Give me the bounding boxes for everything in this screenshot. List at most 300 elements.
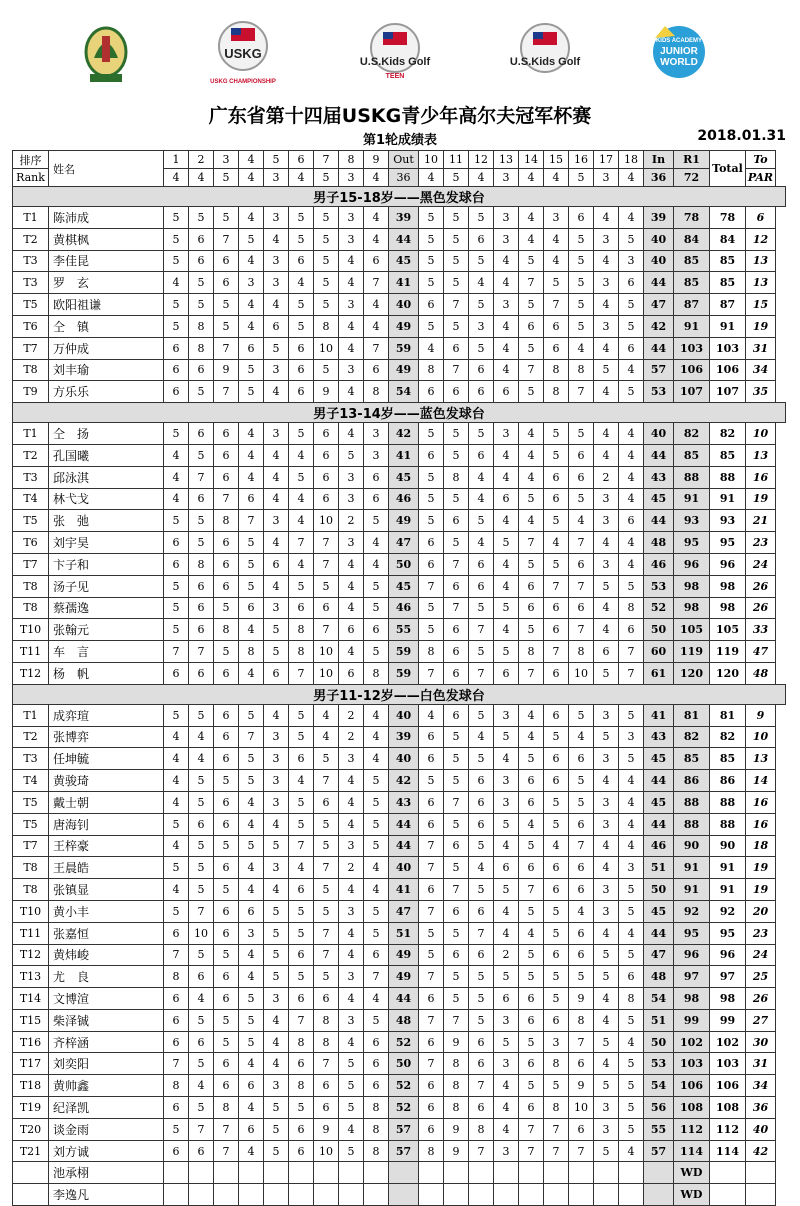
hole-score: 3 (264, 791, 289, 813)
hole-score: 6 (544, 1009, 569, 1031)
hole-score: 6 (264, 662, 289, 684)
hole-score: 6 (289, 250, 314, 272)
hole-score (164, 1184, 189, 1206)
in-score: 55 (644, 1118, 674, 1140)
hole-score: 5 (419, 315, 444, 337)
hole-score: 4 (519, 423, 544, 445)
player-row (13, 553, 786, 575)
hole-score: 6 (444, 835, 469, 857)
hole-score: 4 (189, 726, 214, 748)
player-name: 张嘉恒 (49, 922, 164, 944)
out-score: 46 (389, 597, 419, 619)
hole-score (494, 1162, 519, 1184)
to-par-score: 34 (746, 359, 776, 381)
hole-score: 3 (494, 704, 519, 726)
hole-score: 5 (339, 1075, 364, 1097)
hole-score: 6 (544, 315, 569, 337)
hole-score: 6 (494, 662, 519, 684)
hole-score: 9 (214, 359, 239, 381)
out-score: 46 (389, 488, 419, 510)
hole-score: 4 (264, 488, 289, 510)
hole-score: 3 (619, 726, 644, 748)
out-score: 44 (389, 835, 419, 857)
par-value: 5 (444, 169, 469, 187)
hole-score: 6 (419, 532, 444, 554)
to-par-score: 23 (746, 922, 776, 944)
hole-score: 7 (519, 532, 544, 554)
hole-score: 4 (594, 619, 619, 641)
hole-score: 5 (494, 879, 519, 901)
hole-score: 8 (314, 315, 339, 337)
player-rank: T21 (13, 1140, 49, 1162)
hole-score: 5 (444, 423, 469, 445)
round1-score: 88 (674, 813, 710, 835)
total-score: 93 (710, 510, 746, 532)
hole-score: 4 (339, 944, 364, 966)
hole-score: 4 (289, 553, 314, 575)
hole-score: 5 (214, 944, 239, 966)
hole-score: 5 (264, 835, 289, 857)
hole-score: 7 (214, 488, 239, 510)
hole-score: 6 (364, 1075, 389, 1097)
total-score: 98 (710, 575, 746, 597)
hole-score (364, 1184, 389, 1206)
total-score: 78 (710, 207, 746, 229)
hole-score: 6 (419, 1118, 444, 1140)
hole-score: 6 (214, 466, 239, 488)
hole-score: 5 (494, 641, 519, 663)
total-score: 88 (710, 791, 746, 813)
in-score: 51 (644, 1009, 674, 1031)
total-score: 103 (710, 1053, 746, 1075)
hole-score: 4 (239, 1053, 264, 1075)
hole-score: 5 (469, 510, 494, 532)
hole-score: 6 (214, 966, 239, 988)
hole-score: 6 (444, 619, 469, 641)
hole-score: 6 (164, 922, 189, 944)
player-rank: T5 (13, 791, 49, 813)
total-score: 82 (710, 423, 746, 445)
hole-score: 5 (264, 619, 289, 641)
player-name: 孔国曦 (49, 444, 164, 466)
hole-score: 9 (444, 1140, 469, 1162)
hole-score: 6 (189, 228, 214, 250)
hole-score: 4 (364, 726, 389, 748)
player-rank: T12 (13, 662, 49, 684)
player-row (13, 813, 786, 835)
hole-score: 3 (494, 207, 519, 229)
round1-score: 82 (674, 423, 710, 445)
hole-score: 7 (444, 1009, 469, 1031)
player-rank: T6 (13, 315, 49, 337)
hole-score: 5 (519, 1031, 544, 1053)
hole-score: 5 (364, 510, 389, 532)
round1-score: 88 (674, 791, 710, 813)
hole-score: 6 (214, 532, 239, 554)
hole-score: 5 (594, 966, 619, 988)
hole-score: 5 (364, 597, 389, 619)
report-date: 2018.01.31 (697, 128, 786, 144)
hole-score: 4 (364, 748, 389, 770)
hole-score: 5 (189, 444, 214, 466)
hole-score: 6 (364, 488, 389, 510)
out-score: 55 (389, 619, 419, 641)
player-row (13, 272, 786, 294)
hole-score: 6 (314, 597, 339, 619)
hole-score: 4 (469, 857, 494, 879)
hole-score (164, 1162, 189, 1184)
player-row (13, 1162, 786, 1184)
round1-score: 78 (674, 207, 710, 229)
in-score: 48 (644, 966, 674, 988)
hole-score: 6 (569, 207, 594, 229)
hole-score: 5 (544, 791, 569, 813)
in-score: 44 (644, 770, 674, 792)
hole-score: 5 (289, 966, 314, 988)
total-score: 108 (710, 1097, 746, 1119)
in-score: 50 (644, 1031, 674, 1053)
player-row (13, 641, 786, 663)
hole-score: 5 (164, 813, 189, 835)
player-rank: T10 (13, 900, 49, 922)
to-par-score (746, 1162, 776, 1184)
round1-score: 90 (674, 835, 710, 857)
hole-score: 5 (364, 575, 389, 597)
hole-score: 5 (239, 575, 264, 597)
hole-score: 5 (264, 1097, 289, 1119)
in-score (644, 1184, 674, 1206)
hole-score (264, 1162, 289, 1184)
hole-score: 6 (544, 879, 569, 901)
hole-score: 6 (519, 1009, 544, 1031)
hole-score: 5 (444, 250, 469, 272)
section-header-row (13, 684, 786, 704)
player-name: 罗 玄 (49, 272, 164, 294)
hole-header: 3 (214, 151, 239, 169)
round1-score: 93 (674, 510, 710, 532)
hole-score: 3 (594, 228, 619, 250)
player-rank: T3 (13, 466, 49, 488)
to-par-score: 40 (746, 1118, 776, 1140)
hole-score: 5 (544, 553, 569, 575)
hole-score: 4 (494, 315, 519, 337)
hole-score: 6 (469, 1031, 494, 1053)
to-par-score: 30 (746, 1031, 776, 1053)
out-score: 42 (389, 770, 419, 792)
par-value: 36 (389, 169, 419, 187)
hole-score: 3 (339, 532, 364, 554)
hole-score: 4 (569, 337, 594, 359)
hole-score: 6 (569, 813, 594, 835)
in-score: 39 (644, 207, 674, 229)
hole-score: 7 (214, 337, 239, 359)
hole-score: 7 (619, 641, 644, 663)
par-value: 4 (544, 169, 569, 187)
hole-score: 4 (264, 813, 289, 835)
hole-score: 7 (189, 1118, 214, 1140)
hole-score: 5 (569, 704, 594, 726)
hole-score: 4 (594, 532, 619, 554)
hole-score: 8 (419, 1140, 444, 1162)
hole-score: 8 (544, 381, 569, 403)
hole-score: 6 (239, 488, 264, 510)
hole-score: 5 (339, 444, 364, 466)
in-score: 50 (644, 619, 674, 641)
hole-score: 6 (469, 813, 494, 835)
hole-score: 4 (239, 966, 264, 988)
hole-score: 3 (339, 966, 364, 988)
hole-score: 5 (519, 381, 544, 403)
player-row (13, 1075, 786, 1097)
to-par-score: 20 (746, 900, 776, 922)
hole-header: 17 (594, 151, 619, 169)
round1-score: 108 (674, 1097, 710, 1119)
out-score: 41 (389, 272, 419, 294)
hole-score: 6 (164, 532, 189, 554)
total-score: 105 (710, 619, 746, 641)
hole-score: 6 (214, 726, 239, 748)
hole-score: 4 (164, 770, 189, 792)
hole-score: 5 (519, 966, 544, 988)
hole-score: 5 (164, 575, 189, 597)
hole-score (469, 1162, 494, 1184)
hole-score: 6 (289, 748, 314, 770)
hole-score: 6 (214, 922, 239, 944)
hole-score: 3 (594, 553, 619, 575)
hole-score: 4 (619, 553, 644, 575)
par-value: 5 (569, 169, 594, 187)
round1-score: 99 (674, 1009, 710, 1031)
round1-score: 91 (674, 488, 710, 510)
hole-score: 5 (239, 1031, 264, 1053)
to-par-score: 27 (746, 1009, 776, 1031)
hole-score: 4 (264, 1031, 289, 1053)
hole-score: 3 (494, 791, 519, 813)
hole-score: 6 (189, 813, 214, 835)
hole-score: 5 (444, 228, 469, 250)
player-name: 黄炜峻 (49, 944, 164, 966)
hole-score: 6 (444, 510, 469, 532)
hole-score: 6 (189, 1140, 214, 1162)
hole-score: 5 (444, 770, 469, 792)
hole-score: 5 (314, 272, 339, 294)
hole-score: 3 (594, 704, 619, 726)
hole-score: 7 (569, 532, 594, 554)
player-rank: T8 (13, 597, 49, 619)
to-par-score: 19 (746, 315, 776, 337)
in-score: 40 (644, 423, 674, 445)
in-score: 54 (644, 988, 674, 1010)
hole-score: 6 (519, 315, 544, 337)
hole-score: 4 (619, 466, 644, 488)
total-score: 92 (710, 900, 746, 922)
in-score: 45 (644, 748, 674, 770)
hole-score: 5 (364, 813, 389, 835)
hole-score: 3 (339, 359, 364, 381)
to-par-score: 19 (746, 857, 776, 879)
to-par-score: 21 (746, 510, 776, 532)
hole-score: 8 (214, 1097, 239, 1119)
hole-score: 6 (444, 900, 469, 922)
hole-score: 3 (594, 791, 619, 813)
in-score: 45 (644, 900, 674, 922)
out-score: 50 (389, 553, 419, 575)
hole-score: 5 (519, 553, 544, 575)
hole-score: 7 (444, 294, 469, 316)
player-rank: T2 (13, 228, 49, 250)
hole-score: 5 (519, 337, 544, 359)
hole-score: 5 (419, 250, 444, 272)
out-score: 49 (389, 944, 419, 966)
player-name: 池承栩 (49, 1162, 164, 1184)
hole-score: 7 (469, 1075, 494, 1097)
hole-score: 5 (469, 1009, 494, 1031)
to-par-score: 10 (746, 423, 776, 445)
hole-score: 6 (364, 944, 389, 966)
in-score: 60 (644, 641, 674, 663)
in-score: 47 (644, 944, 674, 966)
hole-score: 4 (594, 381, 619, 403)
hole-score: 5 (264, 944, 289, 966)
hole-score: 4 (339, 922, 364, 944)
hole-score: 5 (164, 294, 189, 316)
round1-score: WD (674, 1184, 710, 1206)
hole-score (594, 1184, 619, 1206)
hole-score: 6 (214, 857, 239, 879)
svg-text:USKG: USKG (224, 46, 262, 61)
hole-score: 5 (214, 294, 239, 316)
hole-score: 4 (494, 900, 519, 922)
round1-score: 119 (674, 641, 710, 663)
hole-score: 5 (164, 228, 189, 250)
in-score: 54 (644, 1075, 674, 1097)
player-row (13, 575, 786, 597)
hole-score: 6 (494, 381, 519, 403)
hole-score (569, 1184, 594, 1206)
hole-score: 3 (239, 272, 264, 294)
hole-score: 8 (314, 1031, 339, 1053)
player-rank: T2 (13, 444, 49, 466)
hole-score: 4 (419, 704, 444, 726)
hole-score: 6 (164, 553, 189, 575)
hole-score (519, 1184, 544, 1206)
out-score: 49 (389, 966, 419, 988)
hole-score: 5 (189, 857, 214, 879)
hole-score: 5 (264, 641, 289, 663)
in-score: 44 (644, 272, 674, 294)
hole-score: 5 (419, 770, 444, 792)
hole-score: 7 (314, 770, 339, 792)
hole-score: 6 (314, 1097, 339, 1119)
total-score: 85 (710, 272, 746, 294)
hole-score (339, 1162, 364, 1184)
player-row (13, 250, 786, 272)
hole-score: 5 (289, 1097, 314, 1119)
player-rank: T6 (13, 532, 49, 554)
hole-score: 8 (289, 1031, 314, 1053)
hole-score: 5 (569, 423, 594, 445)
par-value: 4 (189, 169, 214, 187)
hole-score: 3 (494, 1140, 519, 1162)
hole-score: 3 (594, 813, 619, 835)
hole-score: 6 (214, 988, 239, 1010)
player-rank (13, 1162, 49, 1184)
hole-score: 7 (419, 575, 444, 597)
hole-score: 4 (619, 770, 644, 792)
hole-score: 5 (264, 1140, 289, 1162)
hole-score: 6 (569, 597, 594, 619)
hole-score: 3 (364, 423, 389, 445)
hole-score: 5 (544, 813, 569, 835)
hole-score: 5 (444, 857, 469, 879)
hole-score: 4 (594, 988, 619, 1010)
total-score: 97 (710, 966, 746, 988)
hole-score: 5 (314, 966, 339, 988)
hole-score: 5 (289, 813, 314, 835)
hole-score: 5 (619, 748, 644, 770)
hole-score: 4 (289, 857, 314, 879)
in-score: 44 (644, 922, 674, 944)
rank-header-cn: 排序 (13, 151, 49, 169)
hole-score: 5 (289, 466, 314, 488)
hole-score: 6 (364, 250, 389, 272)
hole-score: 4 (594, 835, 619, 857)
hole-header: 7 (314, 151, 339, 169)
hole-score: 4 (364, 553, 389, 575)
hole-score: 3 (594, 879, 619, 901)
in-score: 44 (644, 444, 674, 466)
hole-score: 6 (519, 1097, 544, 1119)
round1-score: 112 (674, 1118, 710, 1140)
hole-score: 8 (444, 1053, 469, 1075)
hole-score: 7 (469, 1140, 494, 1162)
hole-score: 8 (189, 315, 214, 337)
player-name: 柴泽铖 (49, 1009, 164, 1031)
hole-score: 4 (594, 1053, 619, 1075)
hole-score: 5 (289, 207, 314, 229)
hole-score: 5 (569, 294, 594, 316)
hole-score: 5 (289, 423, 314, 445)
hole-score: 3 (264, 988, 289, 1010)
hole-score: 6 (419, 791, 444, 813)
hole-score: 4 (164, 791, 189, 813)
player-rank: T16 (13, 1031, 49, 1053)
round1-score: WD (674, 1162, 710, 1184)
player-row (13, 726, 786, 748)
par-value: 5 (314, 169, 339, 187)
hole-score: 4 (339, 553, 364, 575)
total-header: Total (710, 151, 746, 187)
hole-score: 6 (469, 1053, 494, 1075)
hole-score: 7 (519, 1140, 544, 1162)
svg-text:WORLD: WORLD (660, 57, 698, 68)
hole-score: 4 (494, 922, 519, 944)
hole-score: 6 (444, 575, 469, 597)
in-score: 57 (644, 359, 674, 381)
in-score: 44 (644, 337, 674, 359)
player-row (13, 1118, 786, 1140)
hole-score: 7 (519, 662, 544, 684)
hole-score: 5 (594, 944, 619, 966)
hole-score: 5 (419, 619, 444, 641)
hole-score: 6 (289, 1118, 314, 1140)
hole-score: 4 (519, 207, 544, 229)
hole-score: 3 (339, 1009, 364, 1031)
hole-score: 3 (594, 748, 619, 770)
hole-score: 8 (289, 619, 314, 641)
to-par-score: 6 (746, 207, 776, 229)
hole-score: 4 (544, 835, 569, 857)
